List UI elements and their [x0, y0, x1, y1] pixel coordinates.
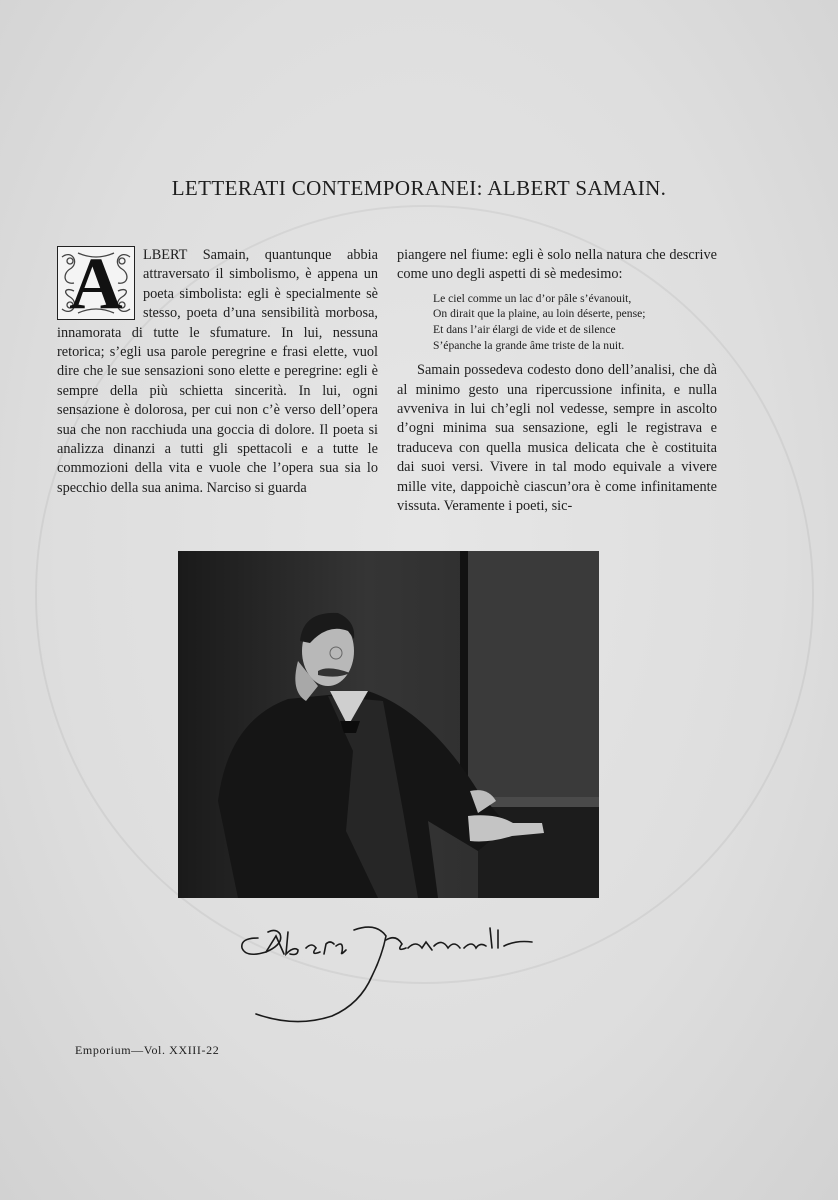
dropcap-letter: A: [69, 246, 123, 320]
article-title: LETTERATI CONTEMPORANEI: ALBERT SAMAIN.: [171, 176, 667, 200]
paragraph-intro: LBERT Samain, quantunque abbia attraversato il simbolismo, è appena un poeta simbolista: egli è specialmente sè stesso, poeta d’una sensibilità morbosa, innamorata di tutte le sfumature. In lui, nessuna retorica; s’egli usa parole peregrine e frasi elette, vuol dire che le sue sensazioni sono elette e peregrine: egli è sempre della più schietta sincerità. In lui, ogni sensazione è dolorosa, per cui non c’è verso dell’opera sua che non racchiuda una goccia di dolore. Il poeta si analizza dinanzi a tutti gli spettacoli e a tutte le commozioni della vita e vuole che l’opera sua sia lo specchio della sua anima. Narciso si guarda: [57, 247, 378, 496]
verse-line: S’épanche la grande âme triste de la nuit.: [433, 338, 625, 352]
right-column: [397, 246, 717, 516]
portrait-figure: [178, 551, 599, 898]
decorated-initial: [57, 246, 135, 320]
portrait-photograph: [178, 551, 599, 898]
verse-line: Et dans l’air élargi de vide et de silence: [433, 323, 616, 336]
handwritten-signature-icon: [236, 916, 546, 1028]
author-signature: [236, 916, 546, 1033]
left-column: [57, 246, 378, 498]
paragraph-analysis: Samain possedeva codesto dono dell’analisi, che dà al minimo gesto una ripercussione infinita, e nulla avveniva in lui ch’egli nol vedesse, sempre in ascolto d’ogni minima sua sensazione, egli le registrava e traduceva con quella musica delicata che è costituita dai suoi versi. Vivere in tal modo equivale a vivere mille vite, dappoichè ciascun’ora è come infinitamente vissuta. Veramente i poeti, sic-: [397, 362, 717, 515]
verse-quotation: [433, 291, 717, 353]
paragraph-continuation: piangere nel fiume: egli è solo nella natura che descrive come uno degli aspetti di sè medesimo:: [397, 247, 717, 283]
page-footer: Emporium—Vol. XXIII-22: [75, 1043, 220, 1057]
verse-line: On dirait que la plaine, au loin déserte, pense;: [433, 307, 646, 321]
verse-line: Le ciel comme un lac d’or pâle s’évanouit,: [433, 291, 632, 305]
